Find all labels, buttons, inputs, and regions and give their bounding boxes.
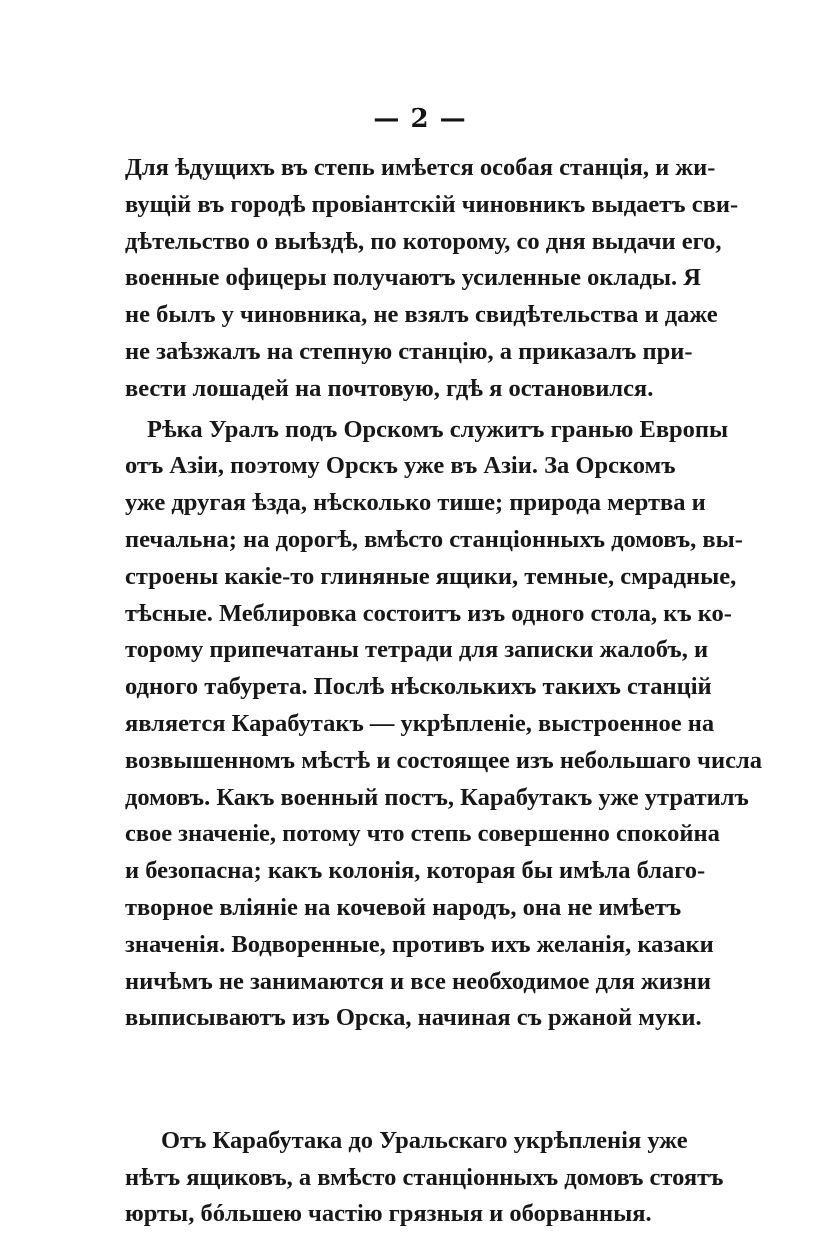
text-line: свое значеніе, потому что степь совершенно спокойна	[125, 820, 720, 848]
text-line: Рѣка Уралъ подъ Орскомъ служитъ гранью Европы	[147, 415, 729, 443]
text-line: одного табурета. Послѣ нѣсколькихъ такихъ станцій	[125, 673, 712, 701]
page-number: — 2 —	[373, 104, 467, 134]
text-line: нѣтъ ящиковъ, а вмѣсто станціонныхъ домовъ стоятъ	[125, 1163, 724, 1191]
text-line: Отъ Карабутака до Уральскаго укрѣпленія уже	[161, 1126, 688, 1154]
text-line: тѣсные. Меблировка состоитъ изъ одного стола, къ ко-	[125, 599, 732, 627]
text-line: юрты, бóльшею частію грязныя и оборванныя.	[125, 1200, 652, 1228]
text-line: печальна; на дорогѣ, вмѣсто станціонныхъ домовъ, вы-	[125, 525, 743, 553]
text-line: Для ѣдущихъ въ степь имѣется особая станція, и жи-	[125, 154, 716, 181]
text-line: не былъ у чиновника, не взялъ свидѣтельства и даже	[125, 301, 718, 329]
text-line: ничѣмъ не занимаются и все необходимое для жизни	[125, 967, 712, 995]
text-line: значенія. Водворенные, противъ ихъ желанія, казаки	[125, 930, 714, 958]
text-line	[125, 1074, 673, 1111]
text-line: не заѣзжалъ на степную станцію, а приказалъ при-	[125, 337, 693, 365]
text-line: военные офицеры получаютъ усиленные оклады. Я	[125, 264, 701, 292]
text-line: возвышенномъ мѣстѣ и состоящее изъ небольшаго числа	[125, 746, 762, 774]
text-line: является Карабутакъ — укрѣпленіе, выстроенное на	[125, 709, 715, 737]
text-line: творное вліяніе на кочевой народъ, она не имѣетъ	[125, 893, 682, 921]
text-line: торому припечатаны тетради для записки жалобъ, и	[125, 636, 709, 664]
text-line: дѣтельство о выѣздѣ, по которому, со дня выдачи его,	[125, 227, 722, 255]
text-line: вести лошадей на почтовую, гдѣ я остановился.	[125, 374, 654, 402]
text-line	[125, 1037, 673, 1074]
body-text	[125, 150, 762, 1233]
text-line: и безопасна; какъ колонія, которая бы имѣла благо-	[125, 857, 706, 885]
text-line: домовъ. Какъ военный постъ, Карабутакъ уже утратилъ	[125, 783, 749, 811]
text-line: отъ Азіи, поэтому Орскъ уже въ Азіи. За Орскомъ	[125, 452, 676, 480]
text-line: вущій въ городѣ провіантскій чиновникъ выдаетъ сви-	[125, 190, 739, 218]
text-line: выписываютъ изъ Орска, начиная съ ржаной муки.	[125, 1004, 702, 1032]
text-line: уже другая ѣзда, нѣсколько тише; природа мертва и	[125, 489, 706, 517]
text-line: строены какіе-то глиняные ящики, темные, смрадные,	[125, 562, 737, 590]
